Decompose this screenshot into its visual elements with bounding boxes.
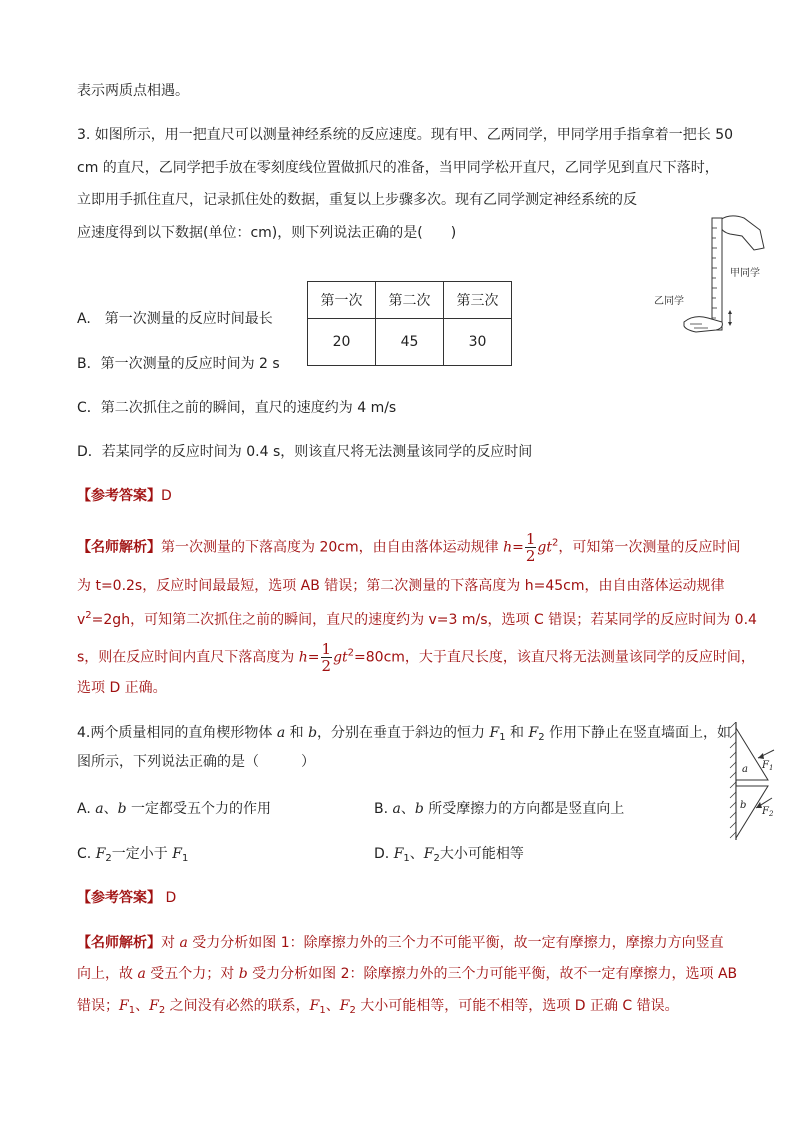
q3-option-b: B．第一次测量的反应时间为 2 s — [77, 356, 280, 372]
wedge-figure — [728, 722, 786, 840]
ruler-figure — [650, 208, 770, 338]
q3-stem-line2: cm 的直尺，乙同学把手放在零刻度线位置做抓尺的准备，当甲同学松开直尺，乙同学见到直尺下落时， — [77, 160, 719, 176]
q3-analysis-line5: 选项 D 正确。 — [77, 680, 167, 696]
q3-analysis-line2: 为 t=0.2s，反应时间最最短，选项 AB 错误；第二次测量的下落高度为 h=45cm，由自由落体运动规律 — [77, 578, 725, 594]
table-value-3: 30 — [444, 319, 512, 366]
q3-stem-line1: 3. 如图所示，用一把直尺可以测量神经系统的反应速度。现有甲、乙两同学，甲同学用手指拿着一把长 50 — [77, 127, 734, 143]
q3-analysis-line1: 【名师解析】第一次测量的下落高度为 20cm，由自由落体运动规律 h= $\frac{1}{2}$ $gt^2$，可知第一次测量的反应时间 — [77, 530, 741, 565]
q4-stem-line2: 图所示，下列说法正确的是（ ） — [77, 754, 315, 770]
figure-label-yi: 乙同学 — [654, 296, 684, 307]
answer-label: 【参考答案】 — [77, 488, 161, 504]
q4-analysis-line1: 【名师解析】对 a 受力分析如图 1：除摩擦力外的三个力不可能平衡，故一定有摩擦力，摩擦力方向竖直 — [77, 935, 724, 951]
force-f1-label: $F_1$ — [762, 760, 774, 772]
force-f2-label: $F_2$ — [762, 806, 774, 818]
table-header-1: 第一次 — [308, 282, 376, 319]
table-value-2: 45 — [376, 319, 444, 366]
q3-option-a: A. 第一次测量的反应时间最长 — [77, 311, 273, 327]
analysis-text: ，可知第一次测量的反应时间 — [558, 539, 741, 556]
answer-value: D — [165, 890, 177, 906]
table-header-2: 第二次 — [376, 282, 444, 319]
formula-h: h — [503, 539, 513, 556]
q4-analysis-line2: 向上，故 a 受五个力；对 b 受力分析如图 2：除摩擦力外的三个力可能平衡，故不一定有摩擦力，选项 AB — [77, 966, 738, 982]
q3-option-d: D．若某同学的反应时间为 0.4 s，则该直尺将无法测量该同学的反应时间 — [77, 444, 533, 460]
q3-analysis-line3: $v^2=2gh$，可知第二次抓住之前的瞬间，直尺的速度约为 v=3 m/s，选项 C 错误；若某同学的反应时间为 0.4 — [77, 610, 757, 628]
q4-stem-line1: 4.两个质量相同的直角楔形物体 a 和 b，分别在垂直于斜边的恒力 $F_1$ 和 $F_2$ 作用下静止在竖直墙面上，如 — [77, 725, 732, 743]
q4-option-a: A. a、b 一定都受五个力的作用 — [77, 801, 272, 817]
wedge-b-label: b — [740, 800, 747, 811]
table-header-3: 第三次 — [444, 282, 512, 319]
q4-answer — [77, 888, 176, 908]
q3-answer — [77, 486, 172, 506]
fraction-half: $\frac{1}{2}$ — [525, 530, 536, 565]
fraction-half: $\frac{1}{2}$ — [321, 640, 332, 675]
q3-stem-line4: 应速度得到以下数据(单位：cm)，则下列说法正确的是( ) — [77, 225, 457, 241]
answer-label: 【参考答案】 — [77, 890, 161, 906]
table-value-1: 20 — [308, 319, 376, 366]
q3-analysis-line4: s，则在反应时间内直尺下落高度为 h= $\frac{1}{2}$ $gt^2=80cm$，大于直尺长度，该直尺将无法测量该同学的反应时间， — [77, 640, 755, 675]
q4-option-d: D. $F_1$、$F_2$大小可能相等 — [374, 846, 524, 864]
q4-option-b: B. a、b 所受摩擦力的方向都是竖直向上 — [374, 801, 625, 817]
q4-option-c: C. $F_2$一定小于 $F_1$ — [77, 846, 189, 864]
analysis-text: 第一次测量的下落高度为 20cm，由自由落体运动规律 — [161, 539, 504, 556]
q4-analysis-line3: 错误；$F_1$、$F_2$ 之间没有必然的联系，$F_1$、$F_2$ 大小可能相等，可能不相等，选项 D 正确 C 错误。 — [77, 998, 679, 1016]
q3-data-table — [307, 281, 512, 366]
intro-line: 表示两质点相遇。 — [77, 83, 189, 99]
analysis-label: 【名师解析】 — [77, 539, 161, 556]
formula-eq: = — [512, 539, 524, 556]
answer-value: D — [161, 488, 172, 504]
q3-stem-line3: 立即用手抓住直尺，记录抓住处的数据，重复以上步骤多次。现有乙同学测定神经系统的反 — [77, 192, 637, 208]
q3-option-c: C．第二次抓住之前的瞬间，直尺的速度约为 4 m/s — [77, 400, 397, 416]
wedge-a-label: a — [742, 764, 748, 775]
figure-label-jia: 甲同学 — [730, 268, 760, 279]
